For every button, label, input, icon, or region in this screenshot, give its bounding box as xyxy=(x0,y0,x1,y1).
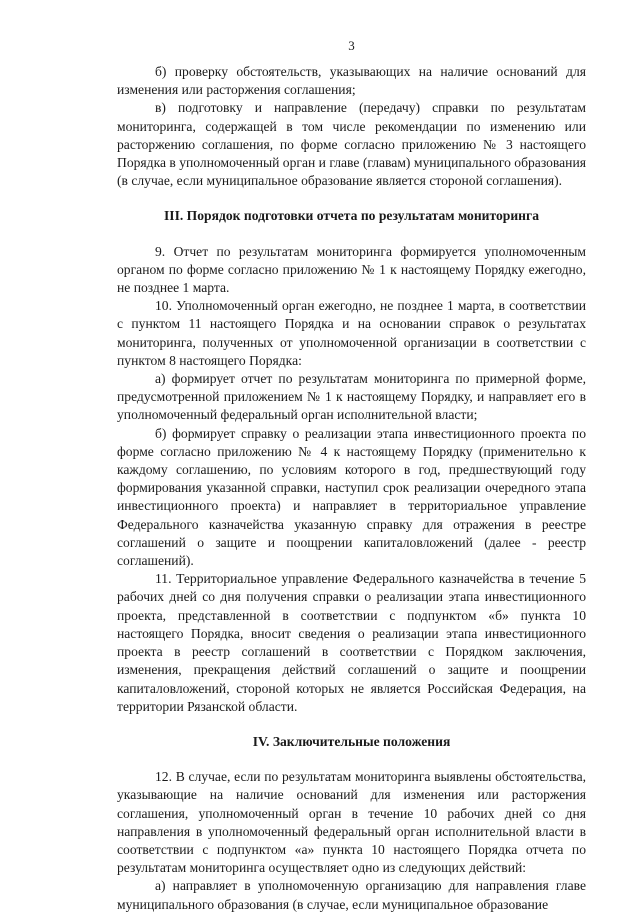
paragraph-v-report: в) подготовку и направление (передачу) справки по результатам мониторинга, содержащей в том числе рекомендации по изменению или расторжению соглашения, по форме согласно приложению № 3 настоящего Порядка в уполномоченный орган и главе (главам) муниципального образования (в случае, если муниципальное образование является стороной соглашения). xyxy=(117,100,586,189)
paragraph-11: 11. Территориальное управление Федерального казначейства в течение 5 рабочих дней со дня получения справки о реализации этапа инвестиционного проекта, представленной в соответствии с подпунктом «б» пункта 10 настоящего Порядка, вносит сведения о реализации этапа инвестиционного проекта в реестр соглашений в соответствии с Порядком заключения, изменения, прекращения действий соглашений о защите и поощрении капиталовложений, стороной которых не является Российская Федерация, на территории Рязанской области. xyxy=(117,571,586,714)
section-3-heading: III. Порядок подготовки отчета по результатам мониторинга xyxy=(164,208,539,224)
paragraph-12-a: а) направляет в уполномоченную организацию для направления главе муниципального образования (в случае, если муниципальное образование xyxy=(117,878,586,912)
paragraph-12: 12. В случае, если по результатам мониторинга выявлены обстоятельства, указывающие на наличие оснований для изменения или расторжения соглашения, уполномоченный орган в течение 10 рабочих дней со дня направления в уполномоченный федеральный орган исполнительной власти в соответствии с подпунктом «а» пункта 10 настоящего Порядка отчета по результатам мониторинга осуществляет одно из следующих действий: xyxy=(117,769,586,876)
paragraph-10: 10. Уполномоченный орган ежегодно, не позднее 1 марта, в соответствии с пунктом 11 настоящего Порядка и на основании справок о результатах мониторинга, полученных от уполномоченной организации в соответствии с пунктом 8 настоящего Порядка: xyxy=(117,298,586,368)
section-4-heading: IV. Заключительные положения xyxy=(252,733,451,749)
paragraph-10-a: а) формирует отчет по результатам мониторинга по примерной форме, предусмотренной приложением № 1 к настоящему Порядку, и направляет его в уполномоченный федеральный орган исполнительной власти; xyxy=(117,371,586,423)
paragraph-9: 9. Отчет по результатам мониторинга формируется уполномоченным органом по форме согласно приложению № 1 к настоящему Порядку ежегодно, не позднее 1 марта. xyxy=(117,243,586,296)
paragraph-10-b: б) формирует справку о реализации этапа инвестиционного проекта по форме согласно приложению № 4 к настоящему Порядку (применительно к каждому соглашению, по условиям которого в год, предшествующий году формирования указанной справки, наступил срок реализации очередного этапа инвестиционного проекта) и направляет в территориальное управление Федерального казначейства указанную справку для отражения в реестре соглашений о защите и поощрении капиталовложений (далее - реестр соглашений). xyxy=(117,425,586,569)
page-number: 3 xyxy=(348,38,355,53)
document-page xyxy=(117,38,586,914)
paragraph-b-check: б) проверку обстоятельств, указывающих на наличие оснований для изменения или расторжения соглашения; xyxy=(117,64,586,98)
